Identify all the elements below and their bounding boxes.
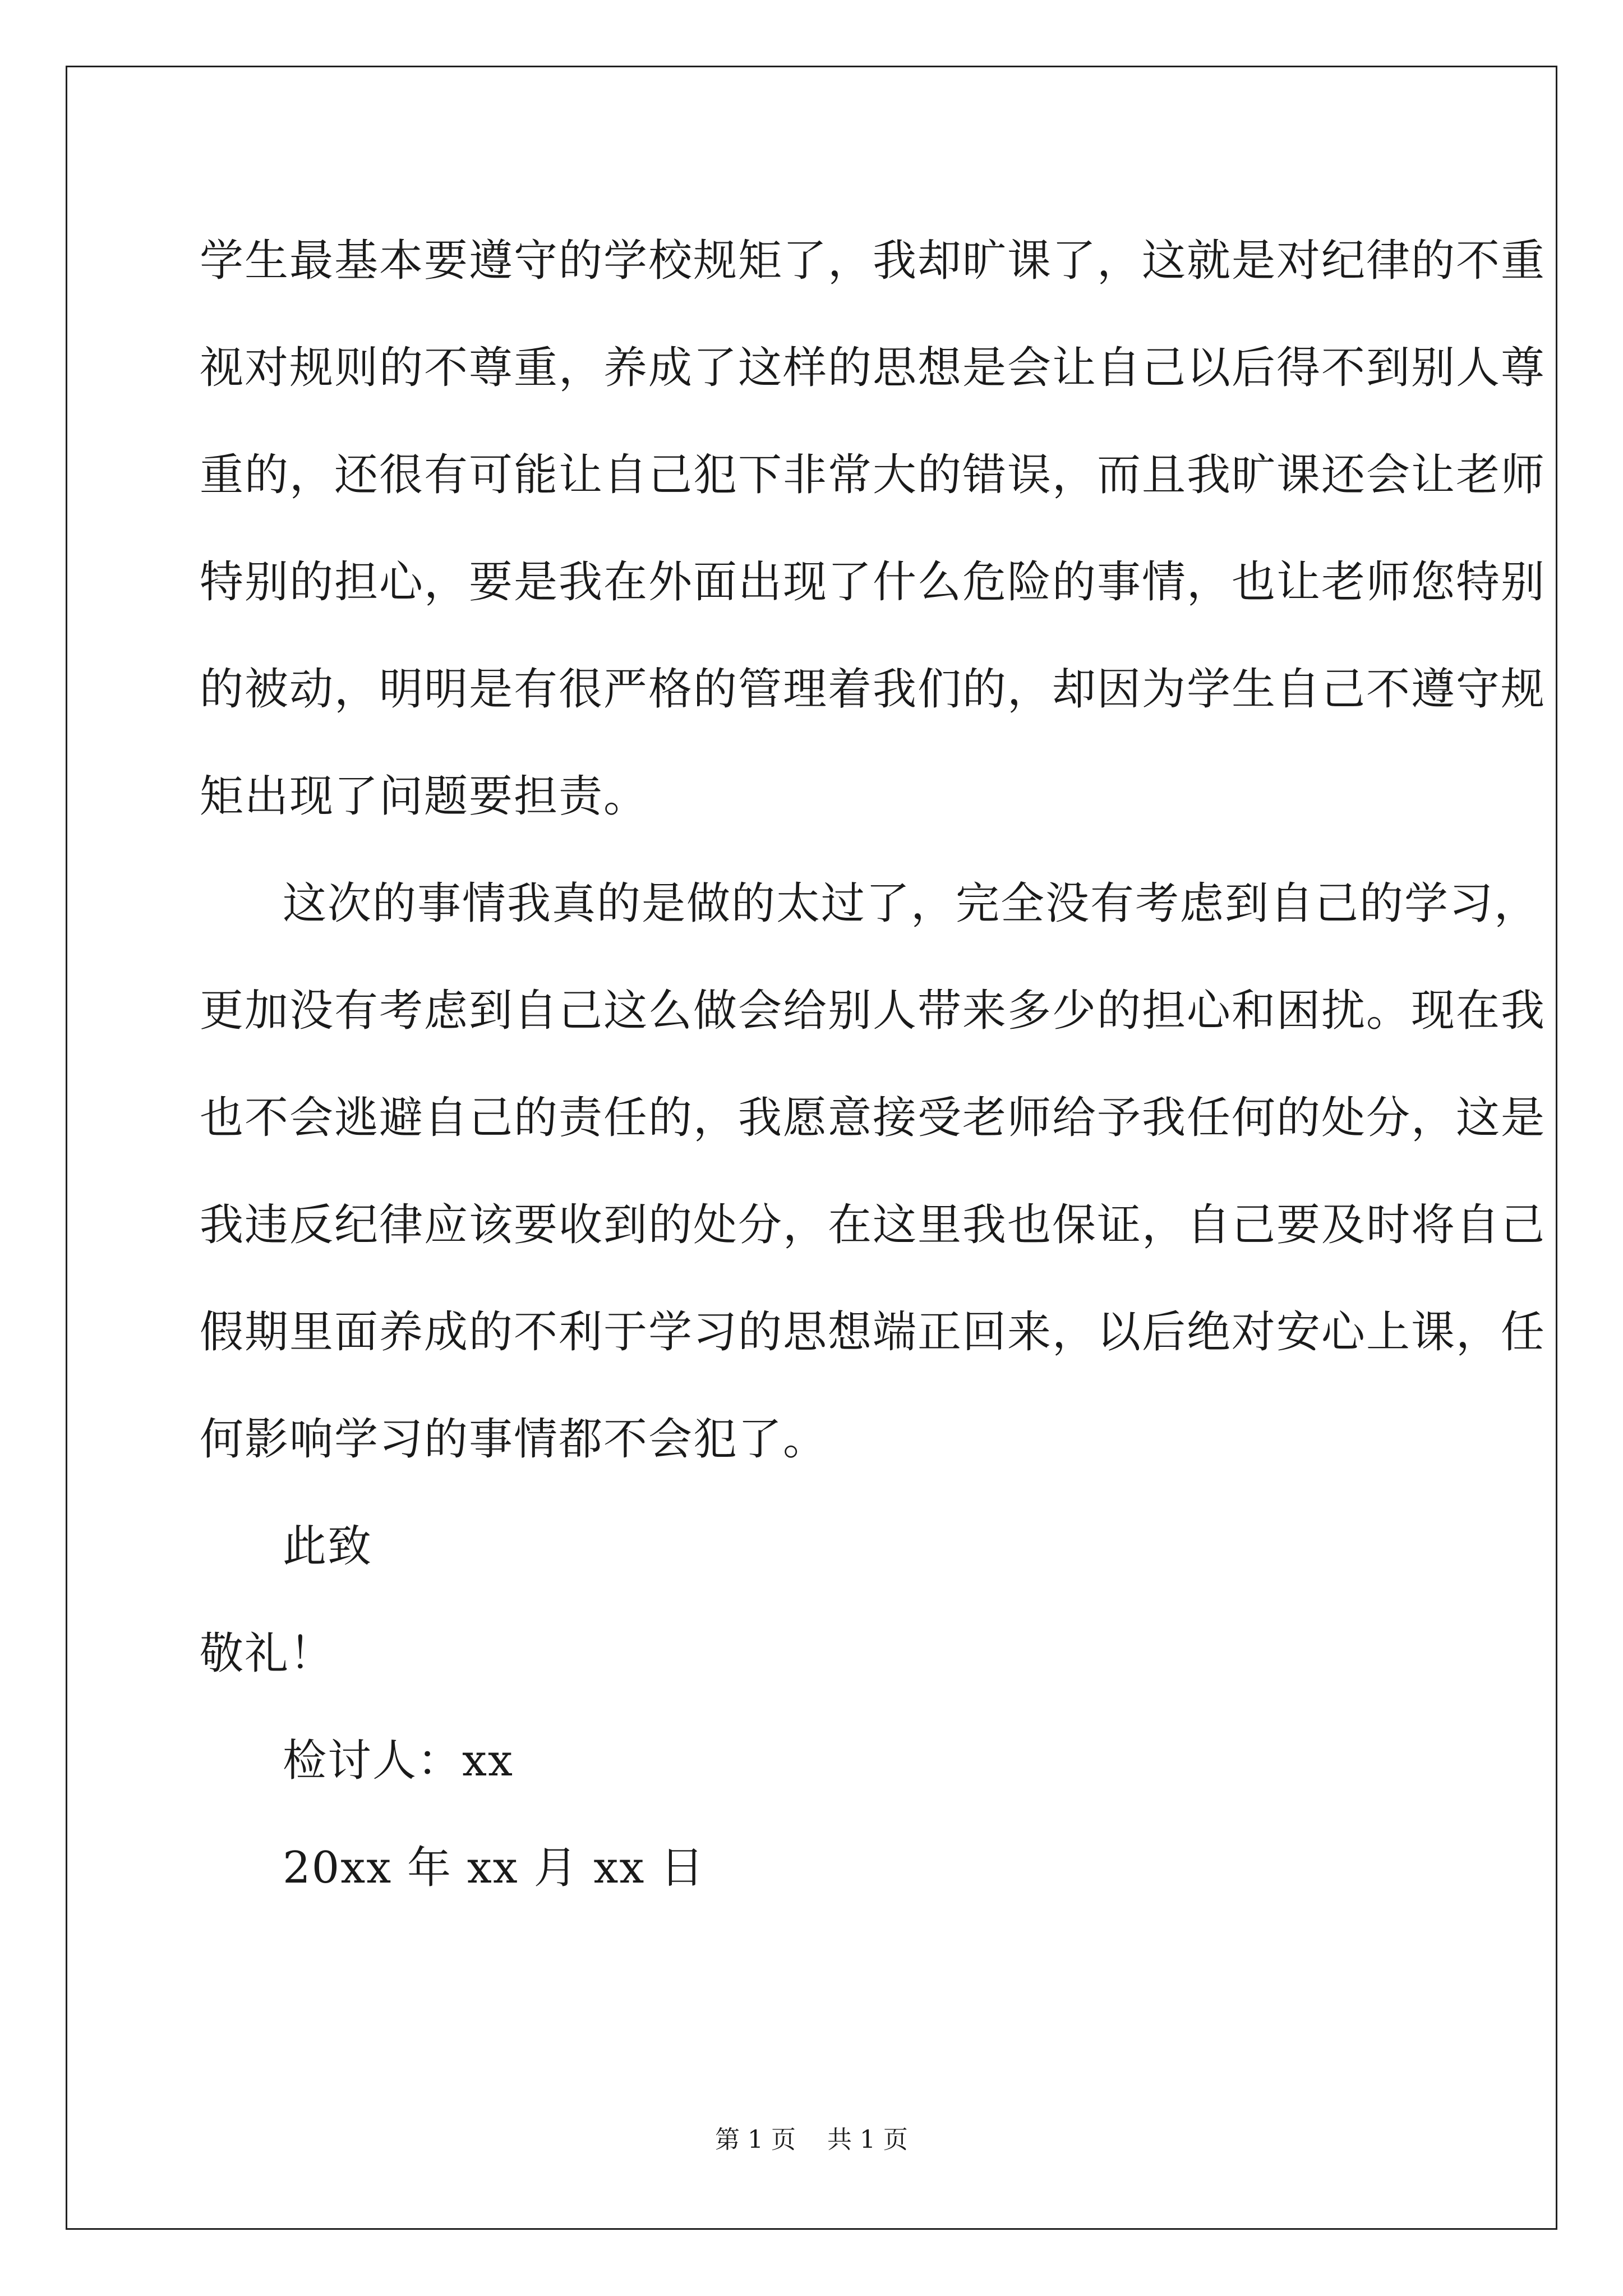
- text-line: 的被动，明明是有很严格的管理着我们的，却因为学生自己不遵守规: [200, 664, 1546, 715]
- text-line: 检讨人：xx: [283, 1736, 514, 1786]
- text-line: 学生最基本要遵守的学校规矩了，我却旷课了，这就是对纪律的不重: [200, 236, 1546, 286]
- text-line: 更加没有考虑到自己这么做会给别人带来多少的担心和困扰。现在我: [200, 986, 1546, 1036]
- document-body: [200, 208, 1546, 1922]
- text-line: 也不会逃避自己的责任的，我愿意接受老师给予我任何的处分，这是: [200, 1093, 1546, 1143]
- text-line: 重的，还很有可能让自己犯下非常大的错误，而且我旷课还会让老师: [200, 450, 1546, 500]
- text-line: 20xx 年 xx 月 xx 日: [283, 1843, 706, 1893]
- page-footer: 第 1 页 共 1 页: [715, 2125, 908, 2154]
- text-line: 矩出现了问题要担责。: [200, 771, 649, 822]
- text-line: 此致: [283, 1521, 373, 1572]
- text-line: 特别的担心，要是我在外面出现了什么危险的事情，也让老师您特别: [200, 557, 1546, 608]
- text-line: 假期里面养成的不利于学习的思想端正回来，以后绝对安心上课，任: [200, 1307, 1546, 1358]
- text-line: 视对规则的不尊重，养成了这样的思想是会让自己以后得不到别人尊: [200, 343, 1546, 393]
- text-line: 这次的事情我真的是做的太过了，完全没有考虑到自己的学习，: [283, 878, 1539, 929]
- text-line: 敬礼！: [200, 1628, 335, 1679]
- text-line: 何影响学习的事情都不会犯了。: [200, 1414, 828, 1465]
- text-line: 我违反纪律应该要收到的处分，在这里我也保证，自己要及时将自己: [200, 1200, 1546, 1250]
